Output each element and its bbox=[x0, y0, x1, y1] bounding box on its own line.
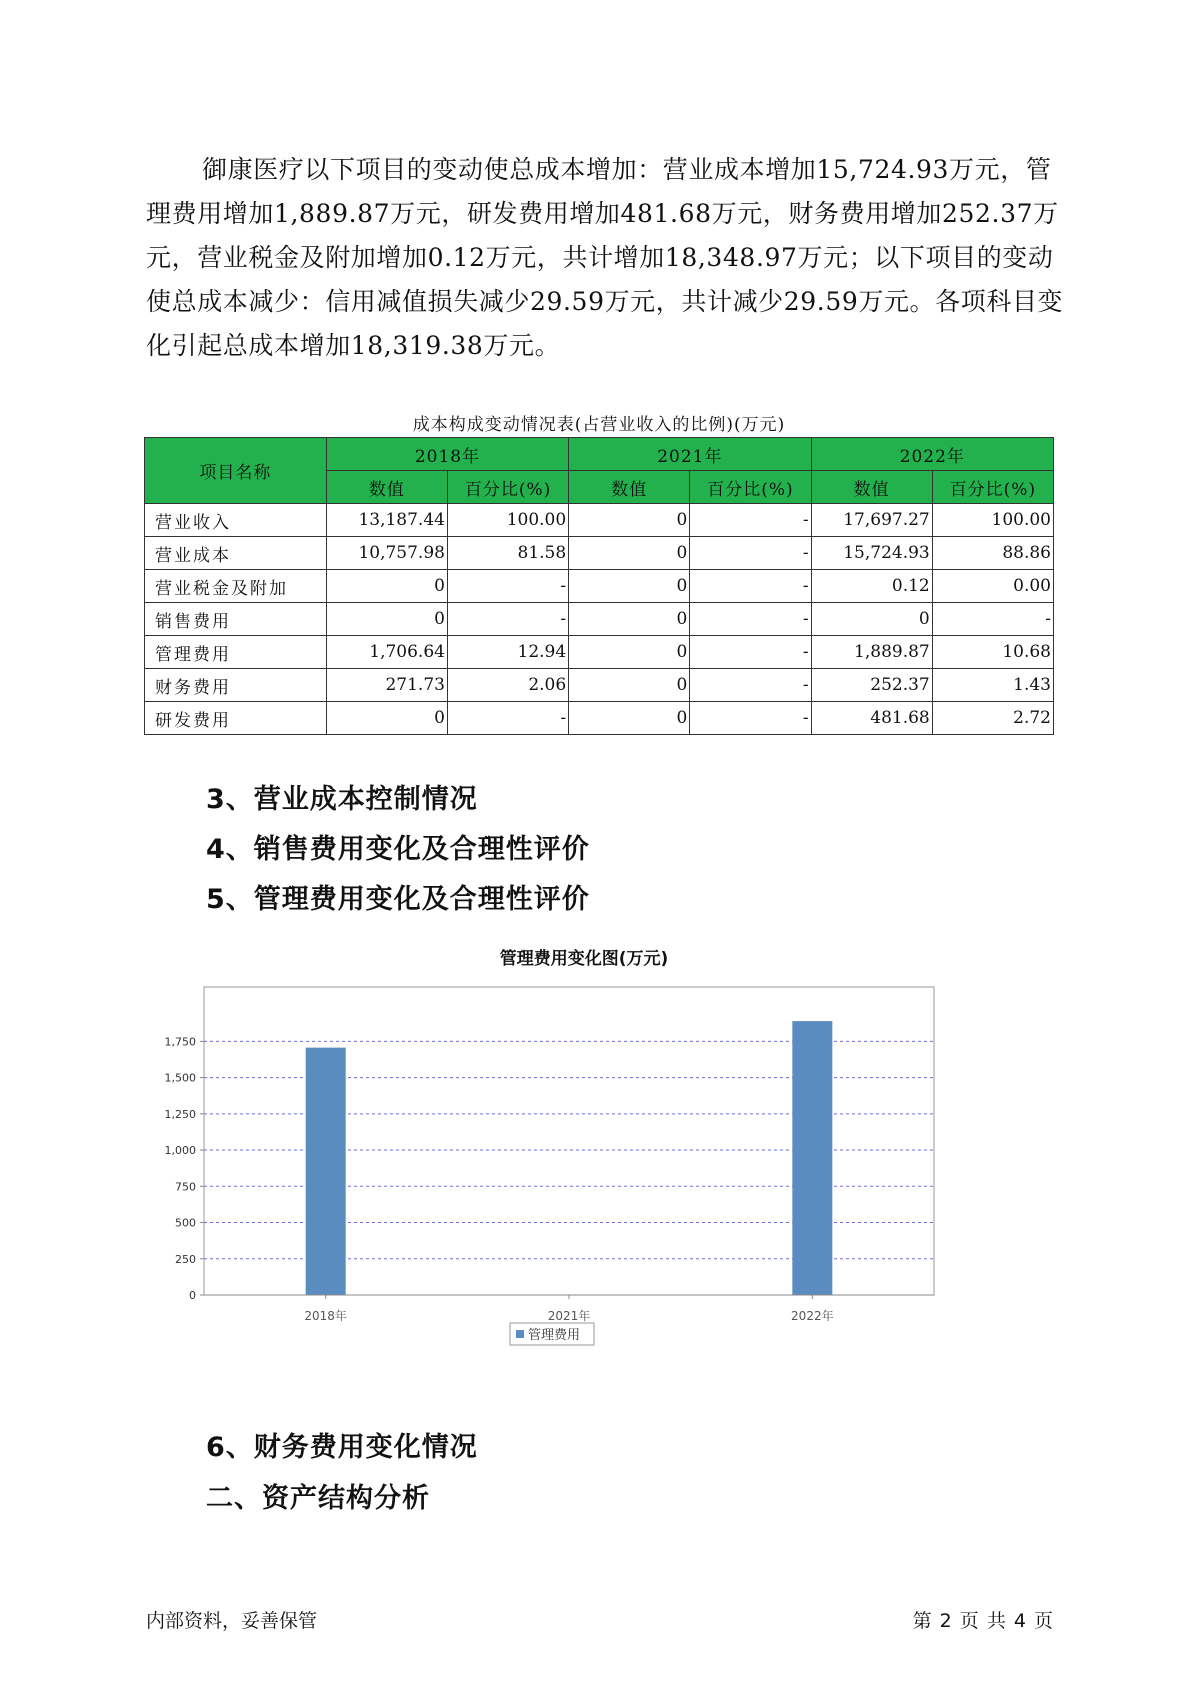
heading-4: 4、销售费用变化及合理性评价 bbox=[206, 834, 590, 865]
y-tick-label: 1,500 bbox=[164, 1071, 196, 1085]
header-percent: 百分比(%) bbox=[690, 471, 811, 504]
percent-cell: - bbox=[690, 504, 811, 537]
footer-page-number: 第 2 页 共 4 页 bbox=[912, 1610, 1054, 1632]
percent-cell: - bbox=[447, 603, 568, 636]
percent-cell: - bbox=[690, 636, 811, 669]
percent-cell: - bbox=[447, 702, 568, 735]
percent-cell: - bbox=[690, 570, 811, 603]
row-label: 营业税金及附加 bbox=[145, 570, 327, 603]
y-tick-label: 250 bbox=[175, 1252, 196, 1266]
bar-2018年 bbox=[306, 1048, 346, 1295]
heading-6: 6、财务费用变化情况 bbox=[206, 1432, 478, 1463]
value-cell: 0 bbox=[569, 504, 690, 537]
percent-cell: 2.06 bbox=[447, 669, 568, 702]
value-cell: 1,706.64 bbox=[326, 636, 447, 669]
percent-cell: 88.86 bbox=[932, 537, 1053, 570]
value-cell: 0 bbox=[569, 537, 690, 570]
header-year: 2022年 bbox=[811, 438, 1053, 471]
table-row bbox=[145, 603, 1054, 636]
header-percent: 百分比(%) bbox=[447, 471, 568, 504]
value-cell: 0 bbox=[569, 570, 690, 603]
y-tick-label: 750 bbox=[175, 1180, 196, 1194]
value-cell: 0 bbox=[569, 636, 690, 669]
table-row bbox=[145, 570, 1054, 603]
percent-cell: - bbox=[690, 603, 811, 636]
percent-cell: - bbox=[690, 669, 811, 702]
percent-cell: 100.00 bbox=[447, 504, 568, 537]
percent-cell: 2.72 bbox=[932, 702, 1053, 735]
header-value: 数值 bbox=[811, 471, 932, 504]
y-tick-label: 1,250 bbox=[164, 1107, 196, 1121]
percent-cell: - bbox=[932, 603, 1053, 636]
table-row bbox=[145, 702, 1054, 735]
x-tick-label: 2018年 bbox=[304, 1309, 347, 1323]
x-tick-label: 2021年 bbox=[547, 1309, 591, 1323]
percent-cell: 10.68 bbox=[932, 636, 1053, 669]
value-cell: 0 bbox=[569, 702, 690, 735]
value-cell: 17,697.27 bbox=[811, 504, 932, 537]
value-cell: 0 bbox=[811, 603, 932, 636]
value-cell: 0.12 bbox=[811, 570, 932, 603]
value-cell: 13,187.44 bbox=[326, 504, 447, 537]
value-cell: 481.68 bbox=[811, 702, 932, 735]
value-cell: 252.37 bbox=[811, 669, 932, 702]
percent-cell: 1.43 bbox=[932, 669, 1053, 702]
cost-structure-table bbox=[144, 437, 1054, 735]
value-cell: 15,724.93 bbox=[811, 537, 932, 570]
value-cell: 10,757.98 bbox=[326, 537, 447, 570]
header-percent: 百分比(%) bbox=[932, 471, 1053, 504]
table-row bbox=[145, 537, 1054, 570]
value-cell: 0 bbox=[326, 570, 447, 603]
table-row bbox=[145, 636, 1054, 669]
heading-5: 5、管理费用变化及合理性评价 bbox=[206, 884, 590, 915]
percent-cell: 12.94 bbox=[447, 636, 568, 669]
row-label: 营业成本 bbox=[145, 537, 327, 570]
table-caption: 成本构成变动情况表(占营业收入的比例)(万元) bbox=[412, 415, 786, 435]
percent-cell: 0.00 bbox=[932, 570, 1053, 603]
chart-title: 管理费用变化图(万元) bbox=[499, 949, 669, 969]
chart-canvas bbox=[144, 940, 1024, 1400]
header-year: 2021年 bbox=[569, 438, 811, 471]
row-label: 管理费用 bbox=[145, 636, 327, 669]
value-cell: 0 bbox=[326, 702, 447, 735]
y-tick-label: 1,750 bbox=[164, 1035, 196, 1049]
header-year: 2018年 bbox=[326, 438, 568, 471]
table-row bbox=[145, 669, 1054, 702]
percent-cell: 100.00 bbox=[932, 504, 1053, 537]
intro-paragraph: 御康医疗以下项目的变动使总成本增加：营业成本增加15,724.93万元，管理费用增加1,889.87万元，研发费用增加481.68万元，财务费用增加252.37万元，营业税金及附加增加0.12万元，共计增加18,348.97万元；以下项目的变动使总成本减少：信用减值损失减少29.59万元，共计减少29.59万元。各项科目变化引起总成本增加18,319.38万元。 bbox=[146, 155, 1064, 360]
legend-label: 管理费用 bbox=[528, 1328, 581, 1343]
x-tick-label: 2022年 bbox=[791, 1309, 834, 1323]
heading-section-2: 二、资产结构分析 bbox=[206, 1483, 430, 1514]
percent-cell: - bbox=[690, 702, 811, 735]
row-label: 营业收入 bbox=[145, 504, 327, 537]
row-label: 销售费用 bbox=[145, 603, 327, 636]
footer-confidential: 内部资料，妥善保管 bbox=[146, 1610, 318, 1632]
legend-swatch bbox=[516, 1330, 524, 1338]
table-row bbox=[145, 504, 1054, 537]
percent-cell: - bbox=[447, 570, 568, 603]
row-label: 财务费用 bbox=[145, 669, 327, 702]
value-cell: 0 bbox=[326, 603, 447, 636]
percent-cell: - bbox=[690, 537, 811, 570]
value-cell: 0 bbox=[569, 603, 690, 636]
value-cell: 0 bbox=[569, 669, 690, 702]
row-label: 研发费用 bbox=[145, 702, 327, 735]
value-cell: 1,889.87 bbox=[811, 636, 932, 669]
y-tick-label: 0 bbox=[189, 1289, 196, 1302]
header-value: 数值 bbox=[569, 471, 690, 504]
header-value: 数值 bbox=[326, 471, 447, 504]
heading-3: 3、营业成本控制情况 bbox=[206, 784, 478, 815]
bar-2022年 bbox=[792, 1021, 832, 1295]
percent-cell: 81.58 bbox=[447, 537, 568, 570]
y-tick-label: 1,000 bbox=[164, 1144, 196, 1158]
management-expense-chart bbox=[144, 940, 1024, 1400]
y-tick-label: 500 bbox=[175, 1216, 196, 1230]
value-cell: 271.73 bbox=[326, 669, 447, 702]
header-item-name: 项目名称 bbox=[145, 438, 327, 504]
